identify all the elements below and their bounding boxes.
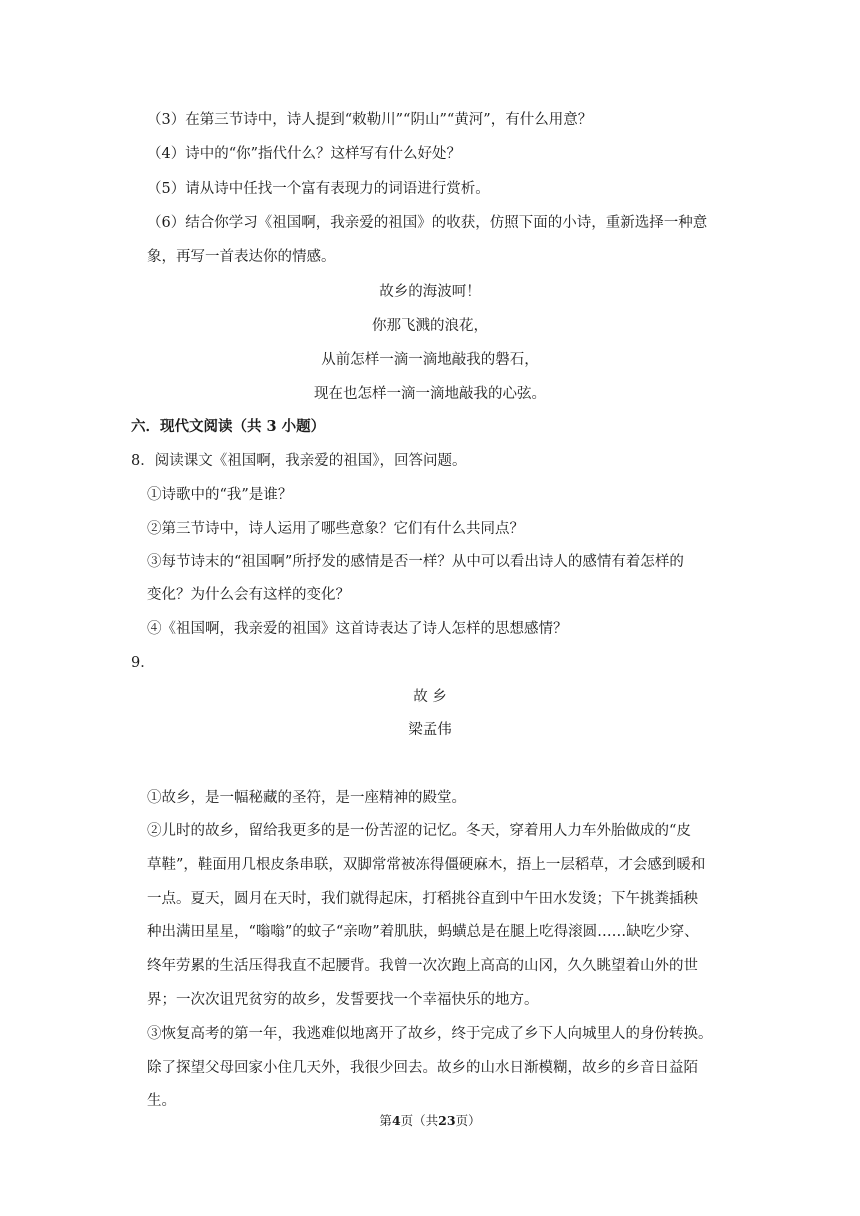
page-footer <box>130 1112 730 1130</box>
article-paragraph-2-line-1: ②儿时的故乡，留给我更多的是一份苦涩的记忆。冬天，穿着用人力车外胎做成的“皮 <box>147 823 691 839</box>
poem-line-3: 从前怎样一滴一滴地敲我的磐石， <box>321 352 539 368</box>
question-9-number: 9． <box>131 655 155 671</box>
article-paragraph-2-line-2: 草鞋”，鞋面用几根皮条串联，双脚常常被冻得僵硬麻木，捂上一层稻草，才会感到暖和 <box>147 857 706 873</box>
question-5: （5）请从诗中任找一个富有表现力的词语进行赏析。 <box>147 181 490 197</box>
footer-page-number: 4 <box>391 1113 401 1128</box>
footer-total-pages: 23 <box>438 1113 456 1128</box>
article-paragraph-2-line-3: 一点。夏天，圆月在天时，我们就得起床，打稻挑谷直到中午田水发烫；下午挑粪插秧 <box>147 891 698 907</box>
poem-line-4: 现在也怎样一滴一滴地敲我的心弦。 <box>314 386 546 402</box>
article-paragraph-3-line-2: 除了探望父母回家小住几天外，我很少回去。故乡的山水日渐模糊，故乡的乡音日益陌 <box>147 1060 698 1076</box>
poem-line-2: 你那飞溅的浪花， <box>372 318 488 334</box>
article-paragraph-2-line-6: 界；一次次诅咒贫穷的故乡，发誓要找一个幸福快乐的地方。 <box>147 992 539 1008</box>
article-title: 故 乡 <box>413 689 447 705</box>
poem-line-1: 故乡的海波呵！ <box>379 284 481 300</box>
question-6-line-2: 象，再写一首表达你的情感。 <box>147 249 336 265</box>
article-paragraph-3-line-1: ③恢复高考的第一年，我逃难似地离开了故乡，终于完成了乡下人向城里人的身份转换。 <box>147 1026 713 1042</box>
article-paragraph-2-line-5: 终年劳累的生活压得我直不起腰背。我曾一次次跑上高高的山冈，久久眺望着山外的世 <box>147 958 698 974</box>
question-6-line-1: （6）结合你学习《祖国啊，我亲爱的祖国》的收获，仿照下面的小诗，重新选择一种意 <box>147 215 708 231</box>
footer-suffix: 页） <box>455 1113 481 1128</box>
question-8-sub-1: ①诗歌中的“我”是谁？ <box>147 487 293 503</box>
footer-prefix: 第 <box>379 1113 392 1128</box>
article-author: 梁孟伟 <box>408 722 452 738</box>
question-8-intro: 8．阅读课文《祖国啊，我亲爱的祖国》，回答问题。 <box>131 453 467 469</box>
article-paragraph-1: ①故乡，是一幅秘藏的圣符，是一座精神的殿堂。 <box>147 790 466 806</box>
question-3: （3）在第三节诗中，诗人提到“敕勒川”“阴山”“黄河”，有什么用意？ <box>147 112 593 128</box>
question-8-sub-3-line-2: 变化？为什么会有这样的变化？ <box>147 587 350 603</box>
question-8-sub-3-line-1: ③每节诗末的“祖国啊”所抒发的感情是否一样？从中可以看出诗人的感情有着怎样的 <box>147 554 684 570</box>
question-4: （4）诗中的“你”指代什么？这样写有什么好处？ <box>147 146 462 162</box>
question-8-sub-2: ②第三节诗中，诗人运用了哪些意象？它们有什么共同点？ <box>147 521 524 537</box>
article-paragraph-3-line-3: 生。 <box>147 1093 176 1109</box>
section-6-heading: 六．现代文阅读（共 3 小题） <box>131 418 326 435</box>
article-paragraph-2-line-4: 种出满田星星，“嗡嗡”的蚊子“亲吻”着肌肤，蚂蟥总是在腿上吃得滚圆……缺吃少穿、 <box>147 924 699 940</box>
footer-middle: 页（共 <box>400 1113 439 1128</box>
question-8-sub-4: ④《祖国啊，我亲爱的祖国》这首诗表达了诗人怎样的思想感情？ <box>147 621 568 637</box>
